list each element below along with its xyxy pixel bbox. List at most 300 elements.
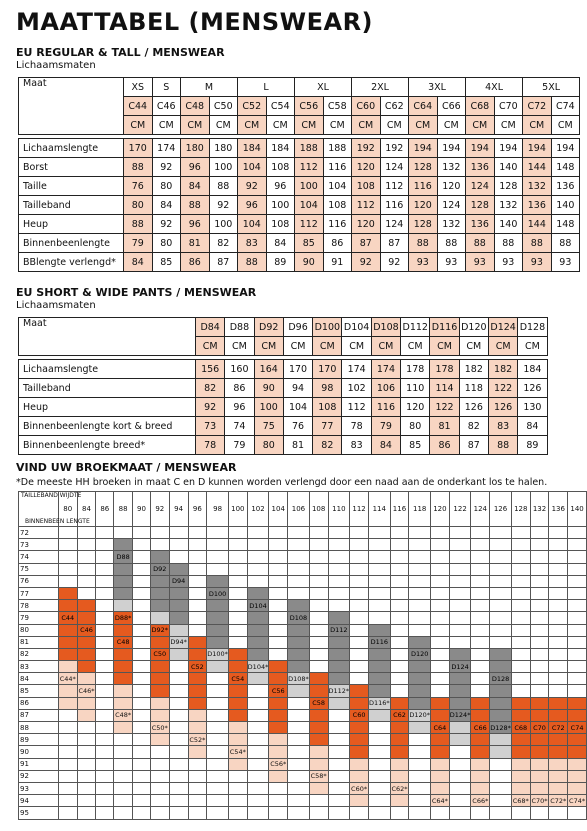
size-cell: D92* (150, 624, 169, 636)
inseam-length-label: 72 (19, 527, 59, 539)
unit-cell: CM (494, 116, 523, 135)
measurement-value: 86 (430, 436, 459, 455)
size-cell (449, 746, 471, 758)
size-cell (549, 807, 568, 819)
size-cell (247, 734, 269, 746)
waist-width-header: 128 (511, 492, 530, 527)
size-cell (207, 612, 229, 624)
measurement-value: 194 (494, 139, 523, 158)
size-cell (549, 709, 568, 721)
measurement-value: 75 (254, 417, 283, 436)
size-cell (77, 734, 96, 746)
size-cell (511, 539, 530, 551)
size-cell: D112 (328, 624, 350, 636)
measurement-row (19, 215, 580, 234)
size-cell (269, 770, 288, 782)
measurement-value: 194 (551, 139, 580, 158)
size-cell: C74* (568, 795, 587, 807)
size-cell (228, 661, 247, 673)
measurement-value: 81 (283, 436, 312, 455)
measurement-value: 174 (371, 360, 400, 379)
size-cell (409, 575, 431, 587)
size-cell (409, 770, 431, 782)
size-cell (207, 709, 229, 721)
size-cell (96, 770, 114, 782)
size-cell (549, 587, 568, 599)
measurement-value: 77 (313, 417, 342, 436)
size-cell (228, 624, 247, 636)
size-cell (568, 770, 587, 782)
measurement-value: 88 (238, 253, 267, 272)
size-cell (247, 673, 269, 685)
size-cell (169, 795, 188, 807)
measurement-label: BBlengte verlengd* (19, 253, 124, 272)
size-cell (133, 770, 151, 782)
inseam-row (19, 709, 587, 721)
size-cell (309, 673, 328, 685)
short-size-table (18, 317, 548, 455)
size-cell (530, 673, 549, 685)
size-name: XL (295, 78, 352, 97)
measurement-value: 83 (488, 417, 517, 436)
measurement-value: 116 (323, 158, 352, 177)
waist-width-header: 106 (288, 492, 310, 527)
inseam-row (19, 636, 587, 648)
measurement-value: 100 (266, 196, 295, 215)
waist-width-header: 88 (114, 492, 133, 527)
measurement-label: Taille (19, 177, 124, 196)
unit-cell: CM (459, 337, 488, 356)
size-cell (390, 758, 409, 770)
measurement-row (19, 158, 580, 177)
size-cell (471, 636, 490, 648)
size-cell (77, 673, 96, 685)
size-cell (568, 782, 587, 794)
size-cell (449, 770, 471, 782)
size-cell (188, 795, 207, 807)
measurement-value: 84 (518, 417, 547, 436)
measurement-value: 118 (459, 379, 488, 398)
size-cell (390, 685, 409, 697)
measurement-value: 116 (409, 177, 438, 196)
size-cell (150, 795, 169, 807)
size-code: C52 (238, 97, 267, 116)
size-cell (471, 600, 490, 612)
waist-width-header: 86 (96, 492, 114, 527)
size-code: C46 (152, 97, 181, 116)
size-cell (247, 527, 269, 539)
size-cell (490, 795, 512, 807)
size-cell (490, 636, 512, 648)
inseam-length-label: 81 (19, 636, 59, 648)
size-cell (431, 709, 450, 721)
measurement-value: 96 (266, 177, 295, 196)
measurement-value: 92 (152, 215, 181, 234)
measurement-value: 93 (437, 253, 466, 272)
measurement-value: 170 (124, 139, 153, 158)
size-cell (328, 636, 350, 648)
measurement-value: 100 (254, 398, 283, 417)
size-cell (471, 587, 490, 599)
size-cell: C62 (390, 709, 409, 721)
size-cell: C50 (150, 648, 169, 660)
size-cell (409, 636, 431, 648)
size-cell (58, 758, 77, 770)
size-cell (114, 648, 133, 660)
inseam-length-label: 85 (19, 685, 59, 697)
size-cell (133, 624, 151, 636)
size-cell (247, 795, 269, 807)
size-cell: D108 (288, 612, 310, 624)
inseam-row (19, 551, 587, 563)
size-cell (490, 661, 512, 673)
size-cell: C58* (309, 770, 328, 782)
size-cell: C72 (549, 722, 568, 734)
size-cell (350, 600, 369, 612)
size-cell (490, 807, 512, 819)
size-cell (188, 758, 207, 770)
size-cell (511, 782, 530, 794)
measurement-value: 85 (295, 234, 324, 253)
size-cell (169, 770, 188, 782)
size-cell (77, 722, 96, 734)
size-cell (114, 563, 133, 575)
size-cell (568, 697, 587, 709)
size-cell: C44 (58, 612, 77, 624)
size-cell (269, 551, 288, 563)
measurement-value: 116 (323, 215, 352, 234)
size-code: D84 (196, 318, 225, 337)
size-cell (368, 782, 390, 794)
size-cell (328, 551, 350, 563)
size-cell (247, 782, 269, 794)
waist-width-header: 116 (390, 492, 409, 527)
inseam-length-label: 76 (19, 575, 59, 587)
size-cell (247, 746, 269, 758)
inseam-row (19, 673, 587, 685)
size-code: D92 (254, 318, 283, 337)
inseam-row (19, 722, 587, 734)
size-cell (350, 807, 369, 819)
size-cell (133, 539, 151, 551)
waist-width-header: 126 (490, 492, 512, 527)
measurement-value: 88 (551, 234, 580, 253)
size-cell (309, 661, 328, 673)
size-cell (77, 575, 96, 587)
size-cell (368, 648, 390, 660)
size-cell (133, 746, 151, 758)
size-cell (568, 575, 587, 587)
size-cell (77, 600, 96, 612)
size-cell (368, 685, 390, 697)
size-cell (169, 782, 188, 794)
measurement-value: 80 (152, 234, 181, 253)
size-cell (431, 551, 450, 563)
size-cell: D100* (207, 648, 229, 660)
size-cell (368, 624, 390, 636)
unit-cell: CM (196, 337, 225, 356)
size-cell (328, 539, 350, 551)
size-cell: D94* (169, 636, 188, 648)
measurement-value: 160 (225, 360, 254, 379)
measurement-value: 120 (401, 398, 430, 417)
measurement-value: 170 (283, 360, 312, 379)
size-cell: D104 (247, 600, 269, 612)
size-cell (247, 758, 269, 770)
measurement-label: Binnenbeenlengte (19, 234, 124, 253)
size-cell (368, 575, 390, 587)
size-cell (77, 648, 96, 660)
size-cell: D108* (288, 673, 310, 685)
measurement-value: 88 (409, 234, 438, 253)
code-row (19, 318, 548, 337)
measurement-value: 188 (295, 139, 324, 158)
measurement-value: 148 (551, 158, 580, 177)
size-cell: C68* (511, 795, 530, 807)
size-cell (58, 636, 77, 648)
size-cell (58, 685, 77, 697)
size-cell (288, 709, 310, 721)
size-cell (207, 697, 229, 709)
size-cell (328, 563, 350, 575)
size-cell (169, 734, 188, 746)
size-cell (568, 539, 587, 551)
size-cell (511, 661, 530, 673)
size-cell (368, 795, 390, 807)
size-cell (188, 612, 207, 624)
measurement-value: 124 (380, 215, 409, 234)
size-cell (328, 673, 350, 685)
size-cell (247, 551, 269, 563)
size-cell (150, 527, 169, 539)
measurement-value: 82 (459, 417, 488, 436)
size-cell (568, 734, 587, 746)
size-cell (431, 612, 450, 624)
size-cell (228, 758, 247, 770)
measurement-value: 112 (342, 398, 371, 417)
size-cell: C60 (350, 709, 369, 721)
size-cell (150, 661, 169, 673)
size-cell (511, 648, 530, 660)
size-cell (169, 807, 188, 819)
size-cell (77, 587, 96, 599)
size-cell (288, 636, 310, 648)
unit-cell: CM (238, 116, 267, 135)
size-cell (96, 539, 114, 551)
waist-width-header: 110 (328, 492, 350, 527)
size-cell (490, 551, 512, 563)
size-cell: D128* (490, 722, 512, 734)
size-cell (328, 600, 350, 612)
size-cell (133, 795, 151, 807)
size-cell (188, 648, 207, 660)
size-cell (350, 551, 369, 563)
size-cell: C74 (568, 722, 587, 734)
size-cell (169, 697, 188, 709)
size-cell (228, 527, 247, 539)
size-name: M (181, 78, 238, 97)
size-cell (169, 551, 188, 563)
measurement-value: 78 (342, 417, 371, 436)
size-cell (350, 539, 369, 551)
size-cell (133, 709, 151, 721)
corner-inseam-label: BINNENBEEN LENGTE (25, 518, 90, 525)
measurement-value: 85 (401, 436, 430, 455)
size-cell: C62* (390, 782, 409, 794)
measurement-value: 194 (466, 139, 495, 158)
size-cell (368, 600, 390, 612)
size-cell (530, 661, 549, 673)
inseam-length-label: 95 (19, 807, 59, 819)
measurement-value: 81 (181, 234, 210, 253)
size-cell (471, 575, 490, 587)
size-cell (431, 685, 450, 697)
size-cell (431, 636, 450, 648)
size-cell (328, 795, 350, 807)
waist-width-header: 140 (568, 492, 587, 527)
size-cell (150, 758, 169, 770)
size-cell: C56 (269, 685, 288, 697)
size-cell (247, 563, 269, 575)
size-cell: D88 (114, 551, 133, 563)
size-cell (350, 648, 369, 660)
size-cell (77, 746, 96, 758)
size-code: C72 (523, 97, 552, 116)
size-cell (133, 612, 151, 624)
size-cell (96, 709, 114, 721)
size-cell (96, 734, 114, 746)
size-code: D128 (518, 318, 547, 337)
measurement-value: 88 (181, 196, 210, 215)
size-cell (568, 527, 587, 539)
size-cell (207, 795, 229, 807)
size-cell (58, 807, 77, 819)
measurement-value: 112 (295, 158, 324, 177)
size-cell (150, 539, 169, 551)
size-cell (133, 551, 151, 563)
size-cell (169, 624, 188, 636)
measurement-label: Binnenbeenlengte breed* (19, 436, 196, 455)
size-cell (328, 527, 350, 539)
inseam-length-label: 89 (19, 734, 59, 746)
regular-size-table (18, 77, 580, 272)
inseam-row (19, 624, 587, 636)
size-cell (169, 539, 188, 551)
size-cell (207, 734, 229, 746)
size-cell (431, 563, 450, 575)
size-cell (150, 612, 169, 624)
inseam-row (19, 807, 587, 819)
size-cell (471, 648, 490, 660)
measurement-value: 140 (551, 196, 580, 215)
measurement-row (19, 253, 580, 272)
measurement-value: 82 (209, 234, 238, 253)
size-cell (431, 697, 450, 709)
size-cell (288, 685, 310, 697)
measurement-value: 108 (313, 398, 342, 417)
inseam-row (19, 685, 587, 697)
size-cell (309, 624, 328, 636)
measurement-value: 87 (352, 234, 381, 253)
size-cell (530, 746, 549, 758)
unit-cell: CM (466, 116, 495, 135)
size-cell (309, 600, 328, 612)
size-cell (96, 697, 114, 709)
waist-width-header: 108 (309, 492, 328, 527)
size-cell (207, 527, 229, 539)
size-cell (449, 612, 471, 624)
size-code: C44 (124, 97, 153, 116)
size-cell (247, 697, 269, 709)
size-code: C58 (323, 97, 352, 116)
size-cell (207, 722, 229, 734)
measurement-value: 80 (124, 196, 153, 215)
size-cell (390, 587, 409, 599)
size-cell (390, 563, 409, 575)
size-cell (511, 587, 530, 599)
size-name: L (238, 78, 295, 97)
size-cell (114, 734, 133, 746)
waist-width-header: 136 (549, 492, 568, 527)
size-cell (207, 661, 229, 673)
size-cell (169, 758, 188, 770)
measurement-value: 120 (352, 215, 381, 234)
size-cell (350, 697, 369, 709)
size-code: C74 (551, 97, 580, 116)
size-cell (188, 746, 207, 758)
size-cell (309, 758, 328, 770)
size-cell (511, 673, 530, 685)
size-cell (390, 734, 409, 746)
size-cell (449, 551, 471, 563)
size-cell (390, 722, 409, 734)
size-cell (77, 636, 96, 648)
measurement-row (19, 139, 580, 158)
unit-cell: CM (323, 116, 352, 135)
size-cell: C50* (150, 722, 169, 734)
size-cell (309, 782, 328, 794)
measurement-value: 124 (380, 158, 409, 177)
size-cell (207, 575, 229, 587)
size-cell (288, 807, 310, 819)
size-cell (288, 770, 310, 782)
waist-width-header: 96 (188, 492, 207, 527)
measurement-value: 84 (124, 253, 153, 272)
size-name: 5XL (523, 78, 580, 97)
measurement-value: 116 (371, 398, 400, 417)
size-cell (309, 795, 328, 807)
size-cell (409, 685, 431, 697)
size-cell (150, 746, 169, 758)
size-cell (568, 673, 587, 685)
measurement-value: 104 (295, 196, 324, 215)
size-cell (96, 685, 114, 697)
size-cell (511, 734, 530, 746)
size-cell (549, 612, 568, 624)
unit-cell: CM (313, 337, 342, 356)
size-cell (288, 624, 310, 636)
size-cell (471, 734, 490, 746)
size-cell (269, 612, 288, 624)
size-cell (96, 746, 114, 758)
inseam-length-label: 90 (19, 746, 59, 758)
size-cell (309, 709, 328, 721)
measurement-value: 194 (523, 139, 552, 158)
size-cell: C54* (228, 746, 247, 758)
size-cell (328, 697, 350, 709)
size-cell (350, 587, 369, 599)
measurement-value: 76 (124, 177, 153, 196)
